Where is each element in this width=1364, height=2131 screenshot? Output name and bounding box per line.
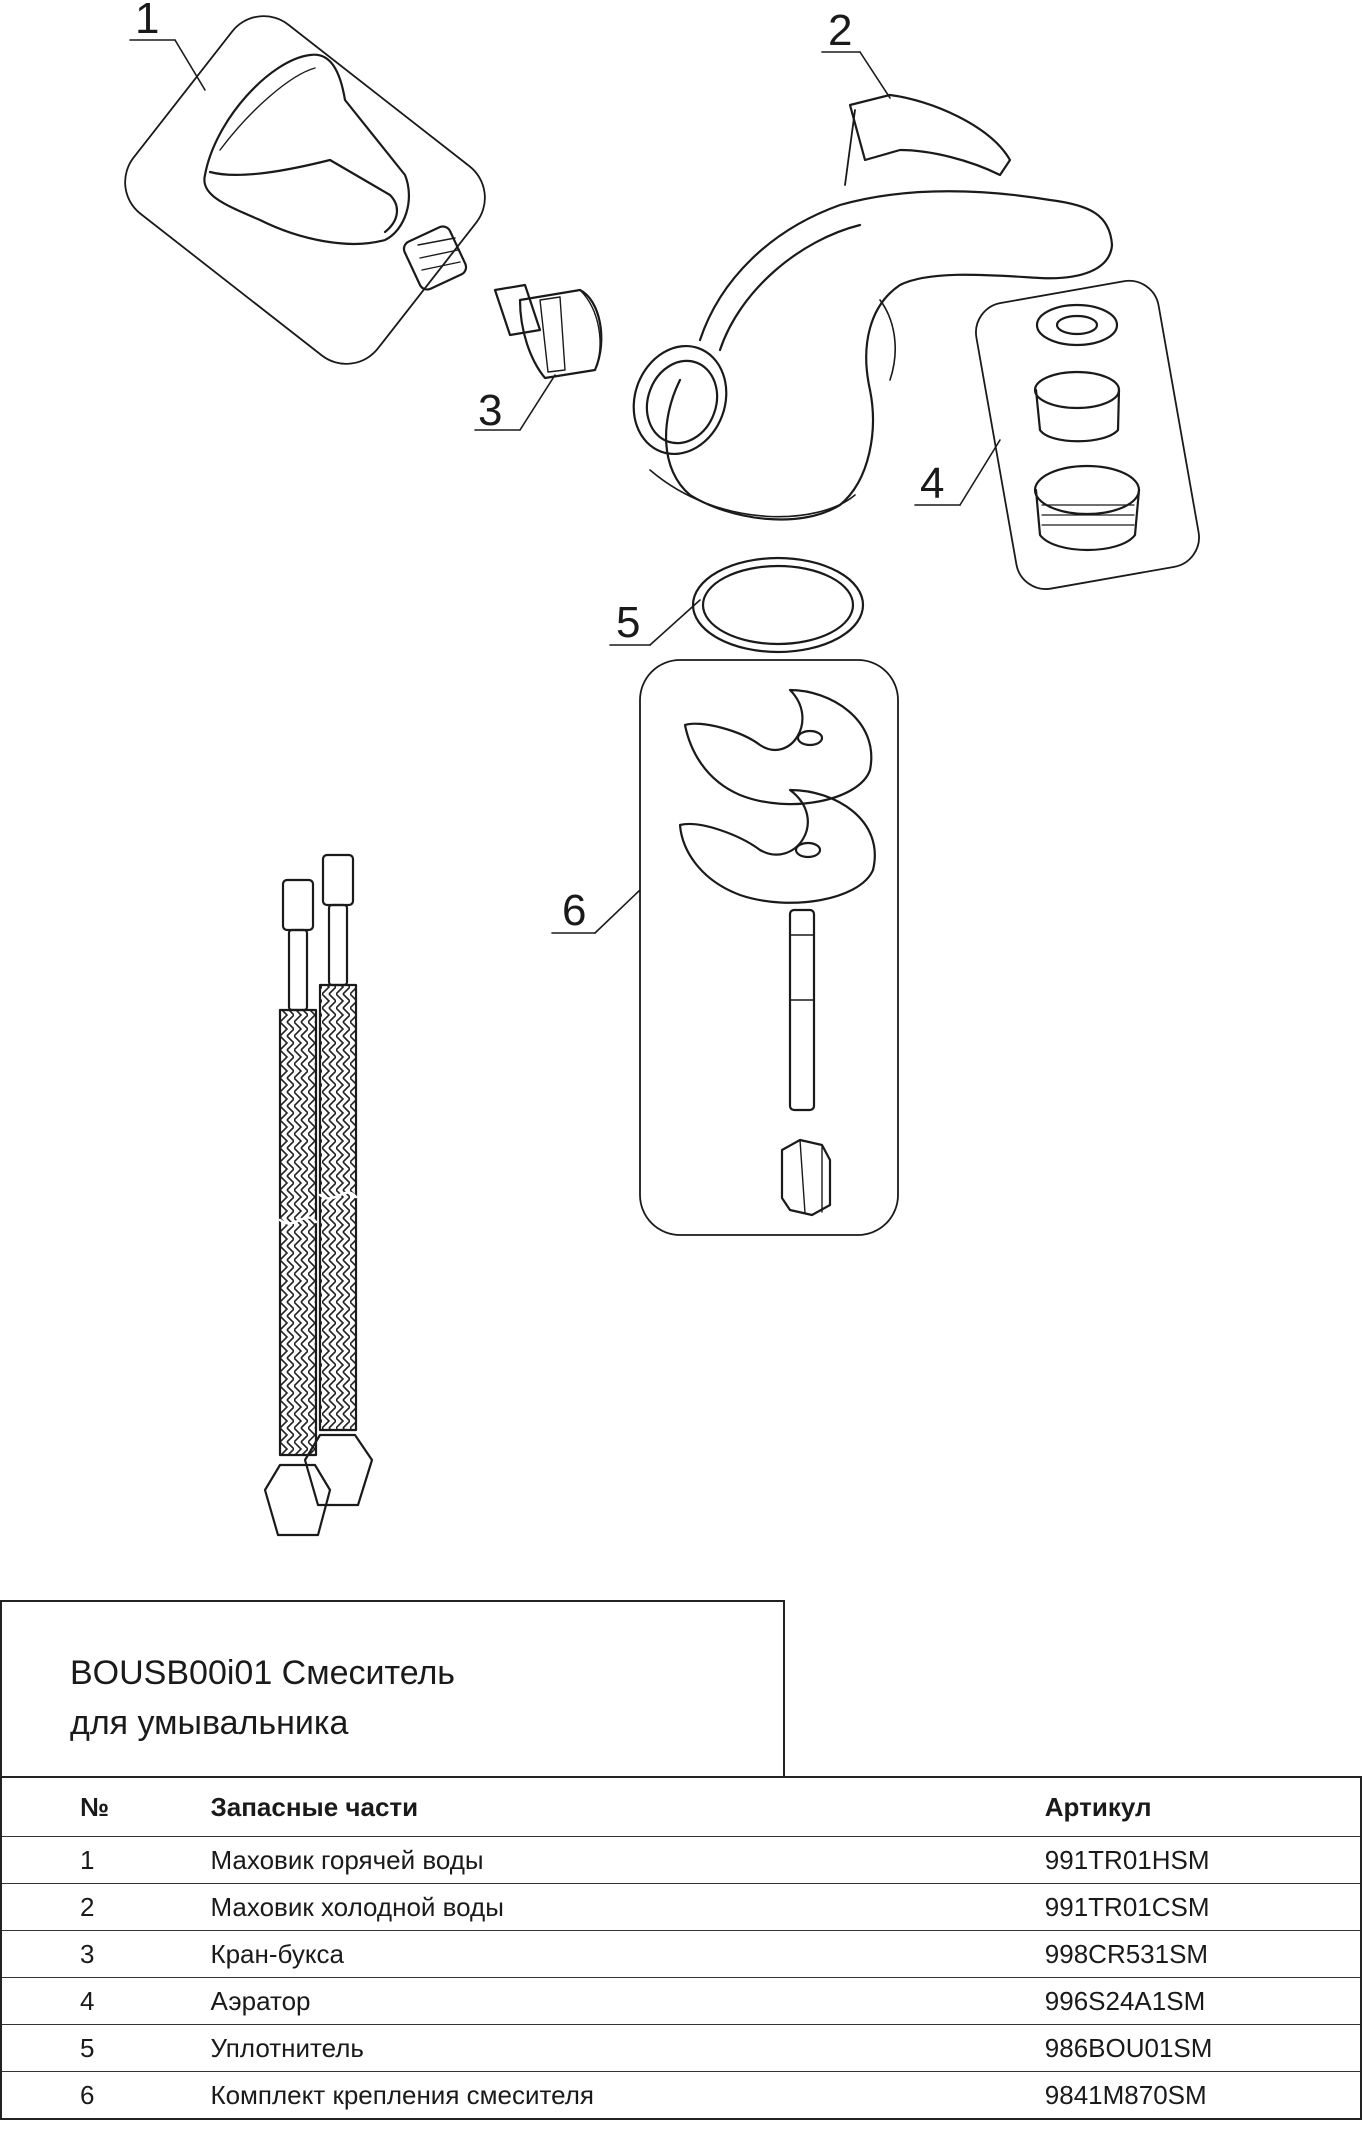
row-article: 991TR01CSM [1045, 1884, 1361, 1931]
row-part-name: Кран-букса [210, 1931, 1044, 1978]
callout-6: 6 [562, 886, 587, 935]
document-title: BOUSB00i01 Смеситель для умывальника [70, 1654, 456, 1742]
aerator-drawing [971, 276, 1204, 594]
header-article: Артикул [1045, 1777, 1361, 1837]
table-header-row [1, 1777, 1361, 1837]
table-row [1, 1978, 1361, 2025]
title-box [0, 1600, 785, 1776]
callout-4: 4 [920, 459, 945, 508]
row-number: 6 [80, 2079, 95, 2110]
row-number: 1 [1, 1837, 210, 1884]
callout-2: 2 [828, 6, 853, 55]
row-part-name: Маховик горячей воды [210, 1837, 1044, 1884]
row-number: 2 [1, 1884, 210, 1931]
row-article: 991TR01HSM [1045, 1837, 1361, 1884]
table-row [1, 2072, 1361, 2120]
row-number: 5 [1, 2025, 210, 2072]
row-part-name: Уплотнитель [210, 2025, 1044, 2072]
row-article: 986BOU01SM [1045, 2025, 1361, 2072]
spare-parts-table [0, 1776, 1362, 2120]
callout-1: 1 [135, 0, 160, 43]
row-article: 998CR531SM [1045, 1931, 1361, 1978]
row-number: 3 [1, 1931, 210, 1978]
header-number: № [1, 1777, 210, 1837]
row-article: 9841M870SM [1044, 2079, 1207, 2110]
header-spare-parts: Запасные части [210, 1777, 1044, 1837]
table-row [1, 1931, 1361, 1978]
mounting-kit-drawing [640, 660, 898, 1235]
mixer-body-drawing [619, 95, 1112, 519]
table-row [1, 2025, 1361, 2072]
callout-5: 5 [616, 598, 641, 647]
callout-3: 3 [478, 386, 503, 435]
table-row [1, 1884, 1361, 1931]
row-number: 4 [1, 1978, 210, 2025]
row-article: 996S24A1SM [1045, 1978, 1361, 2025]
seal-drawing [693, 558, 863, 652]
row-part-name: Комплект крепления смесителя [210, 2079, 594, 2110]
row-part-name: Аэратор [210, 1978, 1044, 2025]
hot-water-handle-drawing [109, 0, 501, 380]
flexible-hoses-drawing [265, 855, 372, 1535]
row-part-name: Маховик холодной воды [210, 1884, 1044, 1931]
table-row [1, 1837, 1361, 1884]
